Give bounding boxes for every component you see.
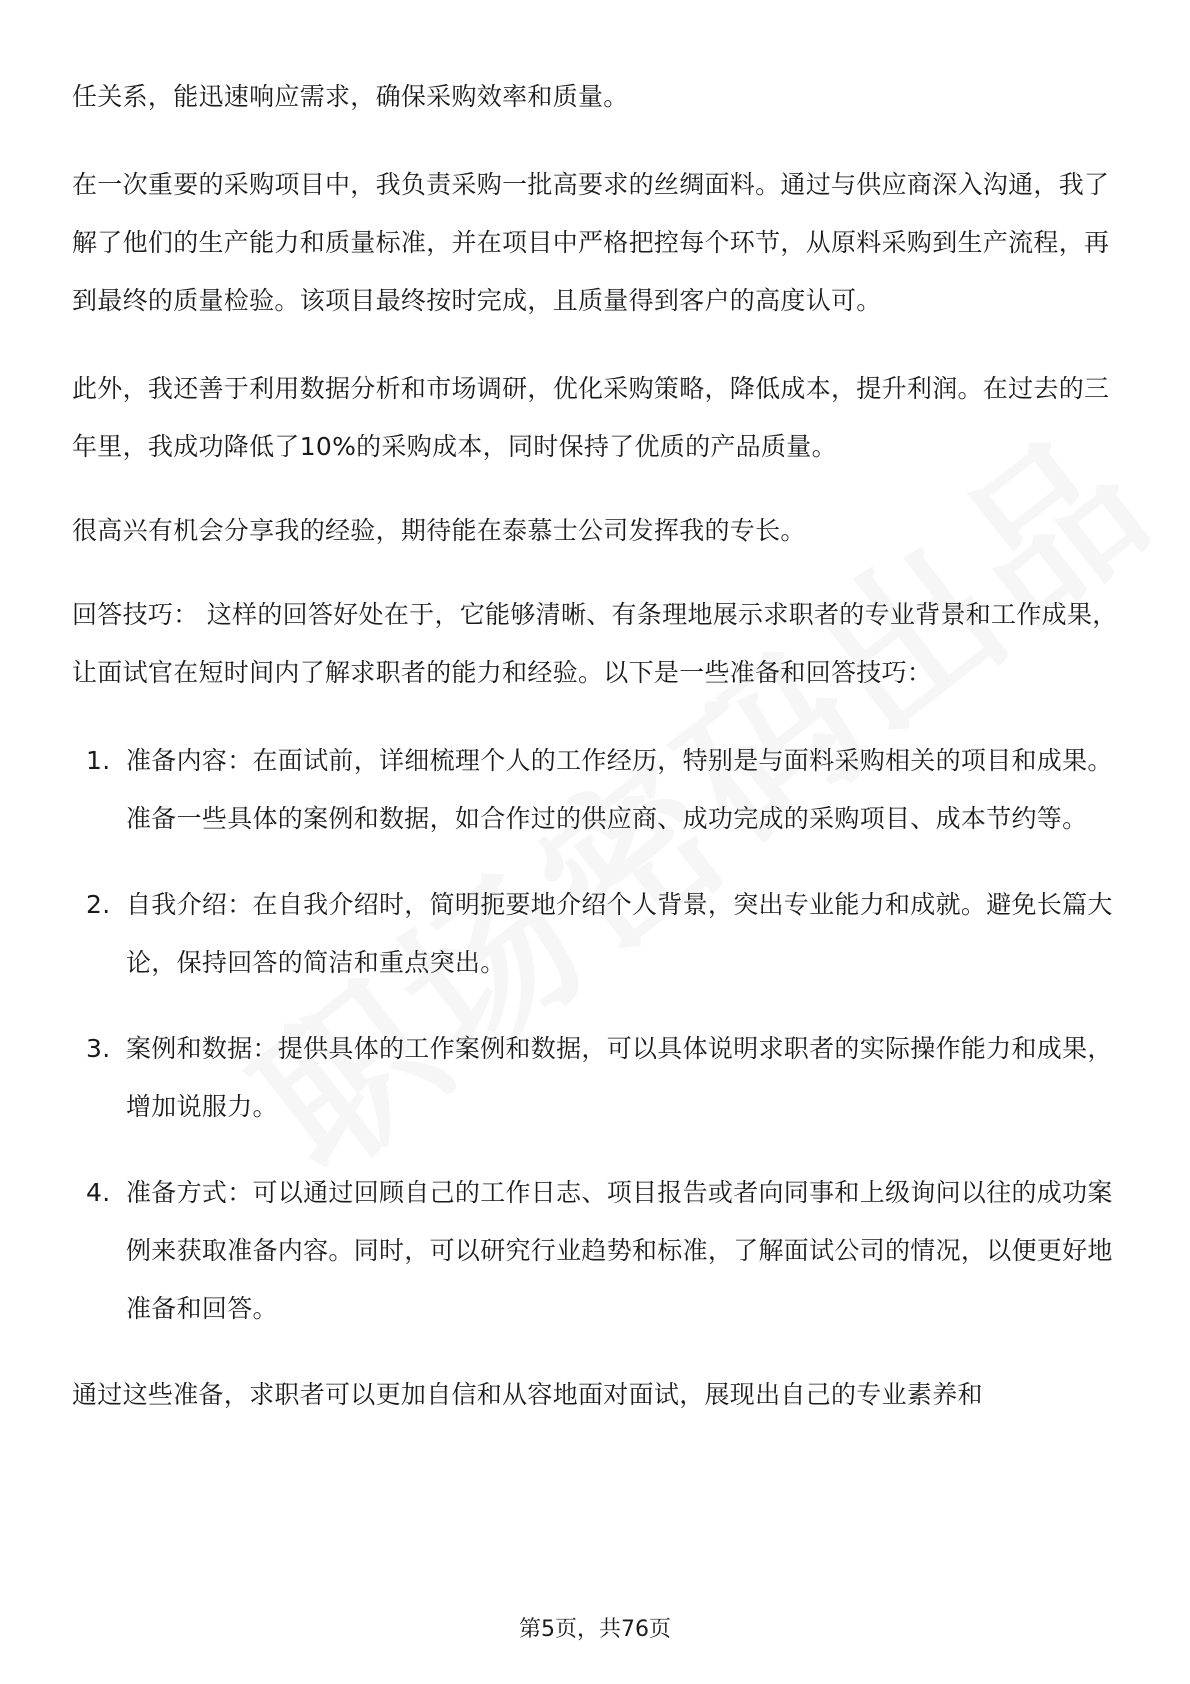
- list-number: 1.: [86, 746, 111, 775]
- page-number: 第5页，共76页: [519, 1617, 671, 1642]
- list-number: 2.: [86, 890, 111, 919]
- document-body: [72, 68, 1132, 1424]
- paragraph: 任关系，能迅速响应需求，确保采购效率和质量。: [72, 82, 629, 111]
- list-number: 3.: [86, 1034, 111, 1063]
- paragraph: 在一次重要的采购项目中，我负责采购一批高要求的丝绸面料。通过与供应商深入沟通，我了解了他们的生产能力和质量标准，并在项目中严格把控每个环节，从原料采购到生产流程，再到最终的质量检验。该项目最终按时完成，且质量得到客户的高度认可。: [72, 170, 1110, 315]
- list-item-text: 准备方式：可以通过回顾自己的工作日志、项目报告或者向同事和上级询问以往的成功案例来获取准备内容。同时，可以研究行业趋势和标准，了解面试公司的情况，以便更好地准备和回答。: [126, 1178, 1113, 1323]
- answer-tips-intro: 回答技巧： 这样的回答好处在于，它能够清晰、有条理地展示求职者的专业背景和工作成果，让面试官在短时间内了解求职者的能力和经验。以下是一些准备和回答技巧：: [72, 600, 1118, 687]
- paragraph: 很高兴有机会分享我的经验，期待能在泰慕士公司发挥我的专长。: [72, 516, 806, 545]
- list-item: [72, 876, 1132, 992]
- list-item-text: 案例和数据：提供具体的工作案例和数据，可以具体说明求职者的实际操作能力和成果，增加说服力。: [126, 1034, 1113, 1121]
- tips-list: [72, 732, 1132, 1338]
- list-item: [72, 1164, 1132, 1338]
- list-item: [72, 1020, 1132, 1136]
- paragraph: 此外，我还善于利用数据分析和市场调研，优化采购策略，降低成本，提升利润。在过去的三年里，我成功降低了10%的采购成本，同时保持了优质的产品质量。: [72, 374, 1110, 461]
- paragraph: 通过这些准备，求职者可以更加自信和从容地面对面试，展现出自己的专业素养和: [72, 1380, 983, 1409]
- list-item-text: 自我介绍：在自我介绍时，简明扼要地介绍个人背景，突出专业能力和成就。避免长篇大论，保持回答的简洁和重点突出。: [126, 890, 1113, 977]
- list-number: 4.: [86, 1178, 111, 1207]
- list-item-text: 准备内容：在面试前，详细梳理个人的工作经历，特别是与面料采购相关的项目和成果。准备一些具体的案例和数据，如合作过的供应商、成功完成的采购项目、成本节约等。: [126, 746, 1113, 833]
- list-item: [72, 732, 1132, 848]
